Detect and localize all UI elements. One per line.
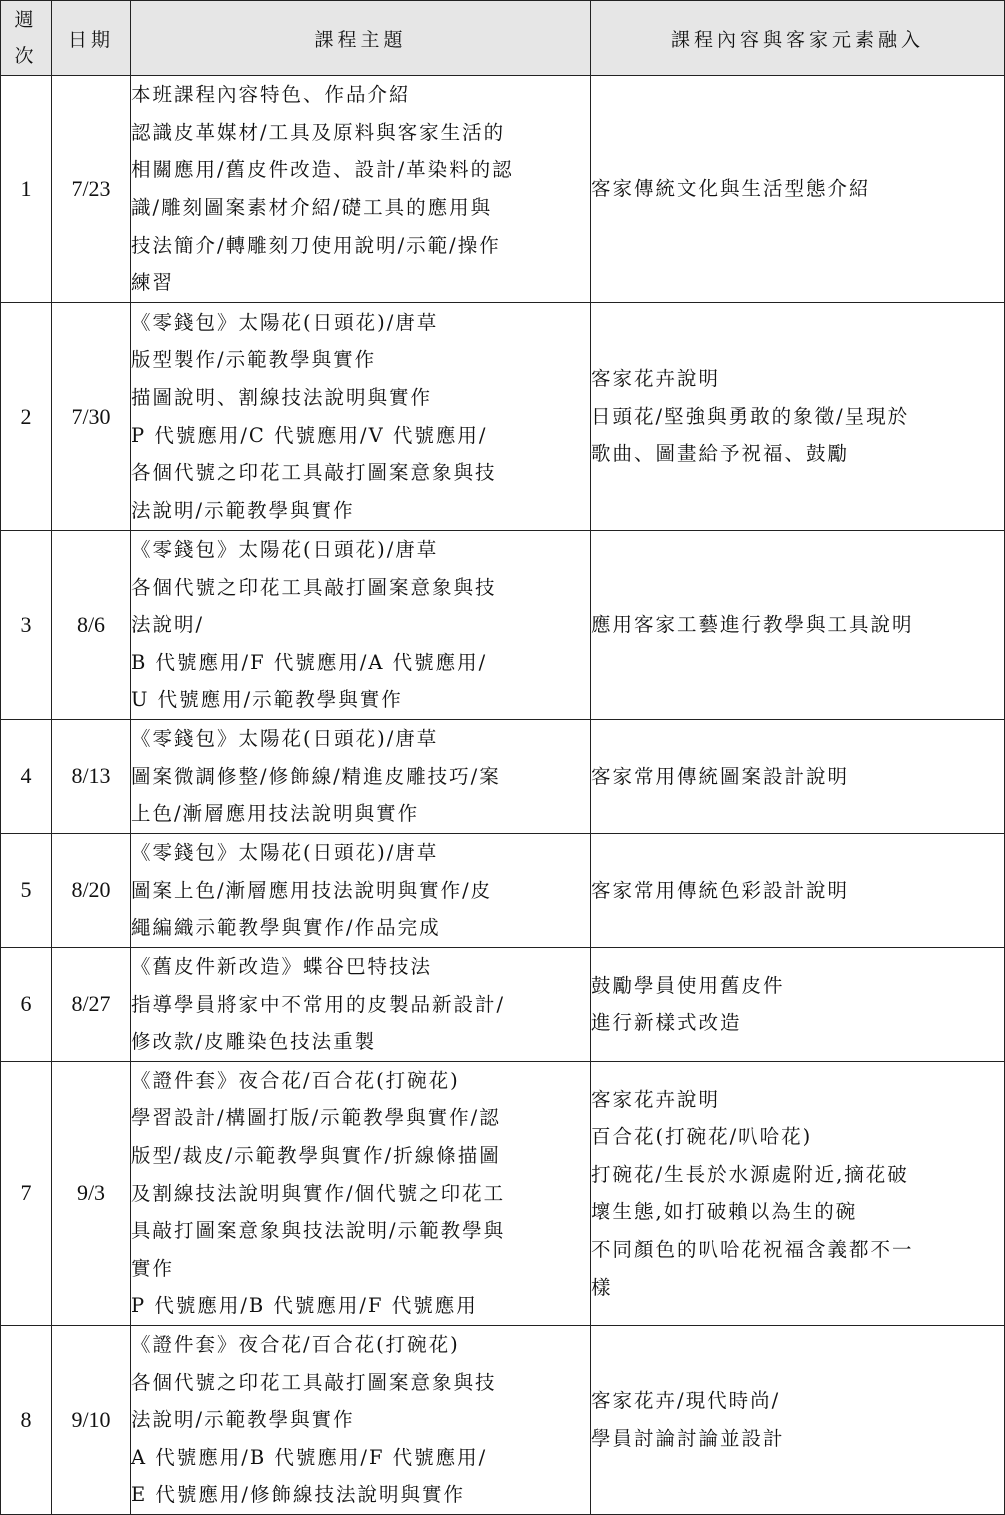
topic-line: B 代號應用/F 代號應用/A 代號應用/ [131, 650, 488, 674]
topic-line: 法說明/示範教學與實作 [131, 1408, 355, 1432]
topic-line: E 代號應用/修飾線技法說明與實作 [131, 1483, 466, 1507]
topic-line: 修改款/皮雕染色技法重製 [131, 1030, 377, 1054]
topic-line: 《零錢包》太陽花(日頭花)/唐草 [131, 727, 439, 751]
course-topic-cell [131, 1325, 591, 1514]
course-topic-cell [131, 1061, 591, 1325]
hakka-line: 百合花(打碗花/叭哈花) [591, 1125, 813, 1149]
topic-line: P 代號應用/B 代號應用/F 代號應用 [131, 1294, 478, 1318]
hakka-content-cell [591, 303, 1005, 531]
week-number: 2 [1, 303, 52, 531]
session-date: 9/10 [52, 1325, 131, 1514]
header-week-line-1: 週 [14, 9, 38, 31]
table-row [1, 531, 1005, 720]
hakka-line: 客家傳統文化與生活型態介紹 [591, 177, 871, 201]
hakka-line: 不同顏色的叭哈花祝福含義都不一 [591, 1237, 914, 1261]
hakka-line: 學員討論討論並設計 [591, 1426, 785, 1450]
topic-line: 法說明/ [131, 613, 205, 637]
hakka-line: 樣 [591, 1275, 613, 1299]
topic-line: 上色/漸層應用技法說明與實作 [131, 802, 420, 826]
topic-line: 具敲打圖案意象與技法說明/示範教學與 [131, 1219, 506, 1243]
week-number: 5 [1, 833, 52, 947]
hakka-content-cell [591, 531, 1005, 720]
session-date: 8/13 [52, 719, 131, 833]
hakka-line: 歌曲、圖畫給予祝福、鼓勵 [591, 442, 850, 466]
topic-line: 版型製作/示範教學與實作 [131, 348, 377, 372]
hakka-line: 客家常用傳統色彩設計說明 [591, 878, 850, 902]
topic-line: A 代號應用/B 代號應用/F 代號應用/ [131, 1445, 488, 1469]
hakka-content-cell [591, 833, 1005, 947]
topic-line: 學習設計/構圖打版/示範教學與實作/認 [131, 1106, 501, 1130]
course-topic-cell [131, 531, 591, 720]
week-number: 4 [1, 719, 52, 833]
table-row [1, 947, 1005, 1061]
course-topic-cell [131, 719, 591, 833]
topic-line: 《證件套》夜合花/百合花(打碗花) [131, 1332, 460, 1356]
hakka-line: 客家花卉說明 [591, 367, 721, 391]
topic-line: 《零錢包》太陽花(日頭花)/唐草 [131, 538, 439, 561]
topic-line: 圖案微調修整/修飾線/精進皮雕技巧/案 [131, 764, 501, 788]
week-number: 8 [1, 1325, 52, 1514]
hakka-line: 客家花卉說明 [591, 1087, 721, 1111]
week-number: 1 [1, 76, 52, 303]
hakka-line: 壞生態,如打破賴以為生的碗 [591, 1200, 858, 1224]
topic-line: 各個代號之印花工具敲打圖案意象與技 [131, 461, 497, 485]
course-topic-cell [131, 947, 591, 1061]
topic-line: 《零錢包》太陽花(日頭花)/唐草 [131, 310, 439, 334]
session-date: 7/30 [52, 303, 131, 531]
session-date: 9/3 [52, 1061, 131, 1325]
hakka-line: 日頭花/堅強與勇敢的象徵/呈現於 [591, 404, 910, 428]
hakka-content-cell [591, 1325, 1005, 1514]
hakka-content-cell [591, 719, 1005, 833]
topic-line: 圖案上色/漸層應用技法說明與實作/皮 [131, 878, 493, 902]
hakka-content-cell [591, 947, 1005, 1061]
hakka-line: 客家花卉/現代時尚/ [591, 1389, 781, 1413]
course-topic-cell [131, 76, 591, 303]
topic-line: 本班課程內容特色、作品介紹 [131, 83, 411, 107]
header-week [1, 1, 52, 76]
table-row [1, 1325, 1005, 1514]
session-date: 8/20 [52, 833, 131, 947]
week-number: 7 [1, 1061, 52, 1325]
table-row [1, 303, 1005, 531]
topic-line: 版型/裁皮/示範教學與實作/折線條描圖 [131, 1143, 501, 1167]
session-date: 7/23 [52, 76, 131, 303]
topic-line: 《證件套》夜合花/百合花(打碗花) [131, 1068, 460, 1092]
hakka-line: 鼓勵學員使用舊皮件 [591, 973, 785, 997]
hakka-content-cell [591, 1061, 1005, 1325]
topic-line: 描圖說明、割線技法說明與實作 [131, 385, 433, 409]
session-date: 8/6 [52, 531, 131, 720]
header-week-line-2: 次 [14, 45, 38, 67]
topic-line: 《舊皮件新改造》蝶谷巴特技法 [131, 954, 433, 978]
topic-line: 相關應用/舊皮件改造、設計/革染料的認 [131, 158, 514, 182]
topic-line: 各個代號之印花工具敲打圖案意象與技 [131, 575, 497, 599]
topic-line: 《零錢包》太陽花(日頭花)/唐草 [131, 841, 439, 865]
header-row [1, 1, 1005, 76]
header-date: 日期 [52, 1, 131, 76]
topic-line: 繩編織示範教學與實作/作品完成 [131, 916, 441, 940]
topic-line: 各個代號之印花工具敲打圖案意象與技 [131, 1370, 497, 1394]
table-row [1, 833, 1005, 947]
hakka-content-cell [591, 76, 1005, 303]
week-number: 6 [1, 947, 52, 1061]
topic-line: 法說明/示範教學與實作 [131, 498, 355, 522]
topic-line: U 代號應用/示範教學與實作 [131, 688, 403, 712]
topic-line: 及割線技法說明與實作/個代號之印花工 [131, 1181, 506, 1205]
course-topic-cell [131, 833, 591, 947]
table-row [1, 76, 1005, 303]
topic-line: 練習 [131, 271, 175, 295]
topic-line: 實作 [131, 1256, 175, 1280]
topic-line: 技法簡介/轉雕刻刀使用說明/示範/操作 [131, 233, 501, 257]
header-hakka: 課程內容與客家元素融入 [591, 1, 1005, 76]
topic-line: P 代號應用/C 代號應用/V 代號應用/ [131, 423, 488, 447]
course-topic-cell [131, 303, 591, 531]
hakka-line: 客家常用傳統圖案設計說明 [591, 764, 850, 788]
topic-line: 指導學員將家中不常用的皮製品新設計/ [131, 992, 506, 1016]
table-row [1, 1061, 1005, 1325]
hakka-line: 應用客家工藝進行教學與工具說明 [591, 613, 914, 637]
hakka-line: 進行新樣式改造 [591, 1011, 742, 1035]
week-number: 3 [1, 531, 52, 720]
table-row [1, 719, 1005, 833]
session-date: 8/27 [52, 947, 131, 1061]
topic-line: 識/雕刻圖案素材介紹/礎工具的應用與 [131, 196, 493, 219]
topic-line: 認識皮革媒材/工具及原料與客家生活的 [131, 120, 506, 144]
header-topic: 課程主題 [131, 1, 591, 76]
hakka-line: 打碗花/生長於水源處附近,摘花破 [591, 1162, 909, 1186]
